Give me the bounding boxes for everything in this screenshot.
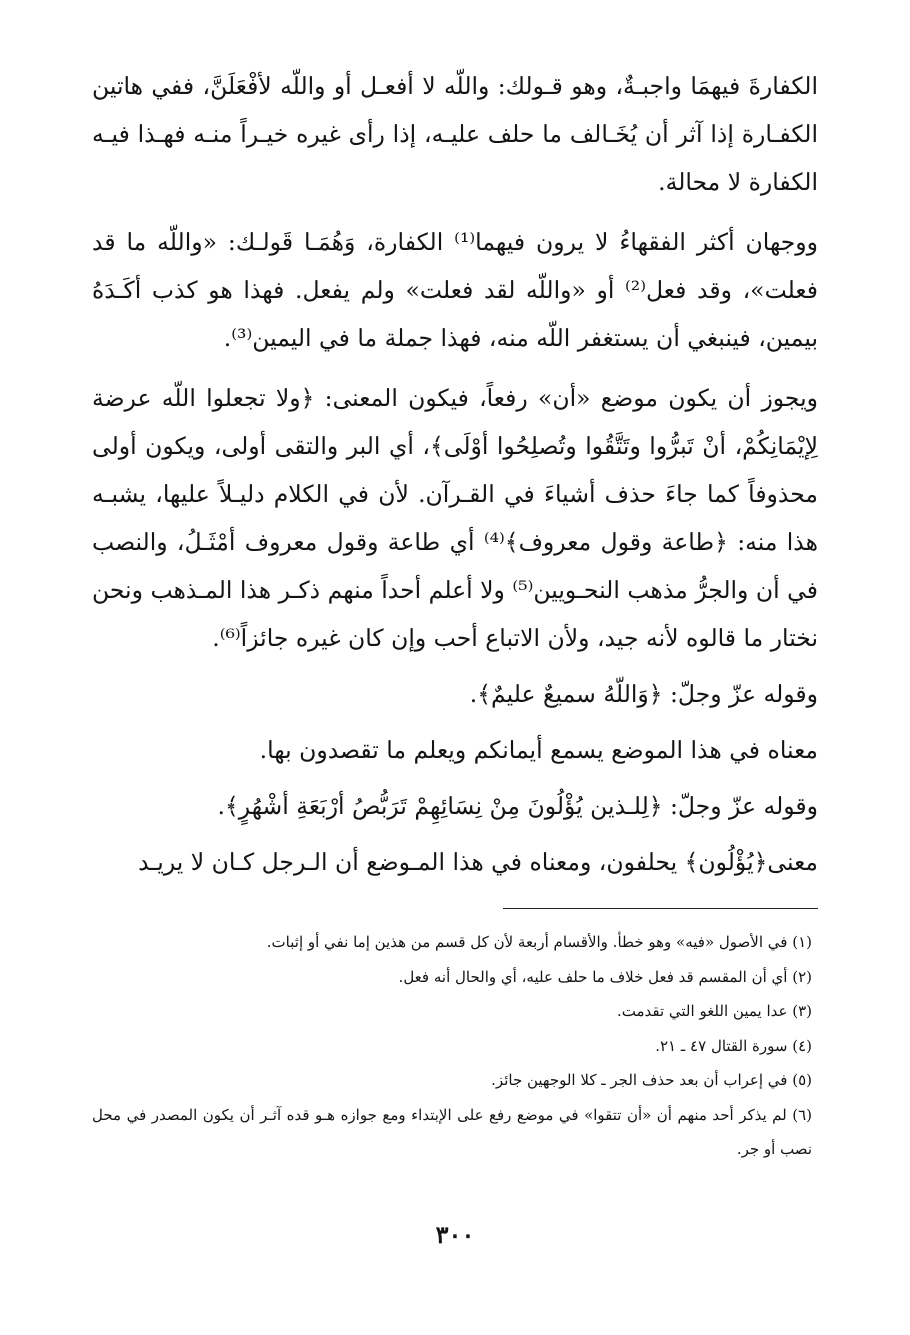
paragraph-5: معناه في هذا الموضع يسمع أيمانكم ويعلم ما تقصدون بها.: [259, 736, 818, 764]
footnote-divider: [503, 908, 818, 909]
paragraph-2: ووجهان أكثر الفقهاءُ لا يرون فيهما⁽¹⁾ الكفارة، وَهُمَـا قَولـك: «واللّه ما قد فعلت»، وقد فعل⁽²⁾ أو «واللّه لقد فعلت» ولم يفعل. فهذا هو كذب أكَـدَهُ بيمين، فينبغي أن يستغفر اللّه منه، فهذا جملة ما في اليمين⁽³⁾.: [92, 228, 819, 352]
paragraph-4: وقوله عزّ وجلّ: ﴿وَاللّهُ سميعٌ عليمٌ﴾.: [469, 680, 818, 708]
footnote-3: (٣) عدا يمين اللغو التي تقدمت.: [616, 1002, 812, 1020]
footnote-4: (٤) سورة القتال ٤٧ ـ ٢١.: [655, 1036, 812, 1055]
paragraph-3: ويجوز أن يكون موضع «أن» رفعاً، فيكون المعنى: ﴿ولا تجعلوا اللّه عرضة لِإيْمَانِكُمْ، أنْ تَبرُّوا وتَتَّقُوا وتُصلِحُوا أوْلَى﴾، أي البر والتقى أولى، ويكون أولى محذوفاً كما جاءَ حذف أشياءَ في القـرآن. لأن في الكلام دليـلاً عليها، يشبـه هذا منه: ﴿طاعة وقول معروف﴾⁽⁴⁾ أي طاعة وقول معروف أمْثَـلُ، والنصب في أن والجرُّ مذهب النحـويين⁽⁵⁾ ولا أعلم أحداً منهم ذكـر هذا المـذهب ونحن نختار ما قالوه لأنه جيد، ولأن الاتباع أحب وإن كان غيره جائزاً⁽⁶⁾.: [92, 384, 818, 652]
footnotes: [92, 925, 818, 1167]
main-text: [92, 62, 818, 886]
footnote-1: (١) في الأصول «فيه» وهو خطأ. والأقسام أربعة لأن كل قسم من هذين إما نفي أو إثبات.: [266, 933, 812, 951]
paragraph-7: معنى﴿يُؤْلُون﴾ يحلفون، ومعناه في هذا المـوضع أن الـرجل كـان لا يريـد: [138, 848, 818, 876]
footnote-5: (٥) في إعراب أن بعد حذف الجر ـ كلا الوجهين جائز.: [491, 1071, 812, 1089]
paragraph-6: وقوله عزّ وجلّ: ﴿لِلـذين يُؤْلُونَ مِنْ نِسَائِهِمْ تَرَبُّصُ أرْبَعَةِ أشْهُرٍ﴾.: [217, 792, 818, 820]
page-number: ٣٠٠: [435, 1220, 475, 1249]
page-body: [92, 62, 818, 1335]
footnote-2: (٢) أي أن المقسم قد فعل خلاف ما حلف عليه، أي والحال أنه فعل.: [398, 967, 812, 986]
paragraph-1: الكفارةَ فيهمَا واجبـةٌ، وهو قـولك: واللّه لا أفعـل أو واللّه لأفْعَلَنَّ، ففي هاتين الكفـارة إذا آثر أن يُخَـالف ما حلف عليـه، إذا رأى غيره خيـراً منـه فهـذا فيـه الكفارة لا محالة.: [92, 72, 818, 196]
footnote-6: (٦) لم يذكر أحد منهم أن «أن تتقوا» في موضع رفع على الإبتداء ومع جوازه هـو قده آثـر أن يكون المصدر في محل نصب أو جر.: [92, 1105, 812, 1158]
